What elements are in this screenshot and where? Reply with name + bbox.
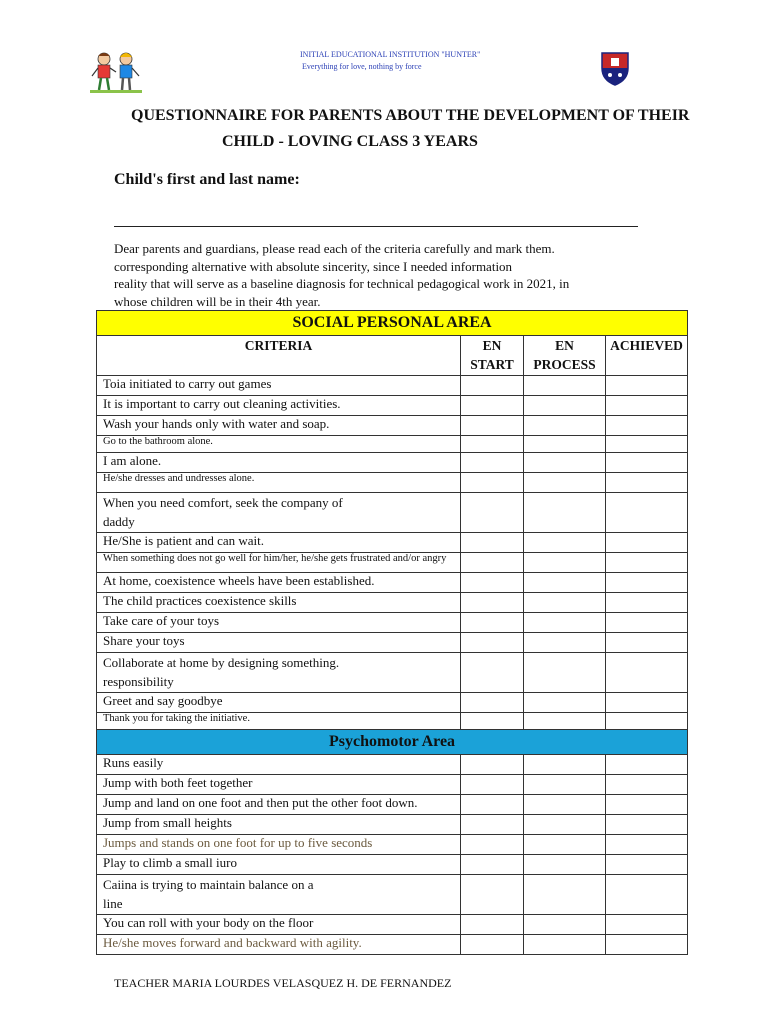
table-row bbox=[97, 416, 688, 436]
achieved-checkbox-cell[interactable] bbox=[606, 553, 688, 573]
page-title-line-2: CHILD - LOVING CLASS 3 YEARS bbox=[222, 133, 478, 150]
process-checkbox-cell[interactable] bbox=[524, 376, 606, 396]
table-row bbox=[97, 573, 688, 593]
child-name-label: Child's first and last name: bbox=[114, 171, 300, 188]
process-checkbox-cell[interactable] bbox=[524, 553, 606, 573]
achieved-checkbox-cell[interactable] bbox=[606, 473, 688, 493]
start-checkbox-cell[interactable] bbox=[461, 436, 524, 453]
criterion-label: Share your toys bbox=[97, 633, 461, 653]
achieved-checkbox-cell[interactable] bbox=[606, 875, 688, 915]
table-row bbox=[97, 915, 688, 935]
achieved-checkbox-cell[interactable] bbox=[606, 815, 688, 835]
criterion-label: Take care of your toys bbox=[97, 613, 461, 633]
table-row bbox=[97, 436, 688, 453]
start-checkbox-cell[interactable] bbox=[461, 935, 524, 955]
school-motto: Everything for love, nothing by force bbox=[302, 62, 422, 71]
start-header: EN START bbox=[461, 336, 524, 376]
process-checkbox-cell[interactable] bbox=[524, 795, 606, 815]
process-checkbox-cell[interactable] bbox=[524, 593, 606, 613]
criterion-label: Go to the bathroom alone. bbox=[97, 436, 461, 453]
start-checkbox-cell[interactable] bbox=[461, 835, 524, 855]
table-row bbox=[97, 755, 688, 775]
criterion-label: When something does not go well for him/her, he/she gets frustrated and/or angry bbox=[97, 553, 461, 573]
table-row bbox=[97, 396, 688, 416]
start-checkbox-cell[interactable] bbox=[461, 795, 524, 815]
criterion-label: It is important to carry out cleaning activities. bbox=[97, 396, 461, 416]
process-checkbox-cell[interactable] bbox=[524, 633, 606, 653]
school-name: INITIAL EDUCATIONAL INSTITUTION "HUNTER" bbox=[300, 50, 481, 59]
process-checkbox-cell[interactable] bbox=[524, 755, 606, 775]
start-checkbox-cell[interactable] bbox=[461, 653, 524, 693]
process-checkbox-cell[interactable] bbox=[524, 835, 606, 855]
achieved-checkbox-cell[interactable] bbox=[606, 416, 688, 436]
process-checkbox-cell[interactable] bbox=[524, 935, 606, 955]
start-checkbox-cell[interactable] bbox=[461, 493, 524, 533]
criterion-label: Toia initiated to carry out games bbox=[97, 376, 461, 396]
table-row bbox=[97, 875, 688, 915]
start-checkbox-cell[interactable] bbox=[461, 755, 524, 775]
section-header-social bbox=[97, 311, 688, 336]
criterion-label: He/she dresses and undresses alone. bbox=[97, 473, 461, 493]
intro-paragraph bbox=[114, 240, 624, 310]
achieved-checkbox-cell[interactable] bbox=[606, 453, 688, 473]
start-checkbox-cell[interactable] bbox=[461, 693, 524, 713]
criterion-label: Runs easily bbox=[97, 755, 461, 775]
achieved-checkbox-cell[interactable] bbox=[606, 713, 688, 730]
process-checkbox-cell[interactable] bbox=[524, 493, 606, 533]
process-checkbox-cell[interactable] bbox=[524, 875, 606, 915]
achieved-checkbox-cell[interactable] bbox=[606, 693, 688, 713]
table-row bbox=[97, 693, 688, 713]
achieved-checkbox-cell[interactable] bbox=[606, 436, 688, 453]
table-row bbox=[97, 553, 688, 573]
start-checkbox-cell[interactable] bbox=[461, 713, 524, 730]
criterion-label: Greet and say goodbye bbox=[97, 693, 461, 713]
criterion-label: At home, coexistence wheels have been established. bbox=[97, 573, 461, 593]
achieved-checkbox-cell[interactable] bbox=[606, 855, 688, 875]
achieved-header: ACHIEVED bbox=[606, 336, 688, 376]
criterion-label: He/she moves forward and backward with agility. bbox=[97, 935, 461, 955]
teacher-name-footer: TEACHER MARIA LOURDES VELASQUEZ H. DE FERNANDEZ bbox=[114, 976, 452, 990]
start-checkbox-cell[interactable] bbox=[461, 915, 524, 935]
process-checkbox-cell[interactable] bbox=[524, 436, 606, 453]
start-checkbox-cell[interactable] bbox=[461, 613, 524, 633]
table-row bbox=[97, 795, 688, 815]
achieved-checkbox-cell[interactable] bbox=[606, 653, 688, 693]
intro-line: whose children will be in their 4th year. bbox=[114, 293, 321, 309]
start-checkbox-cell[interactable] bbox=[461, 473, 524, 493]
process-checkbox-cell[interactable] bbox=[524, 453, 606, 473]
table-row bbox=[97, 593, 688, 613]
achieved-checkbox-cell[interactable] bbox=[606, 396, 688, 416]
start-checkbox-cell[interactable] bbox=[461, 815, 524, 835]
table-row bbox=[97, 376, 688, 396]
achieved-checkbox-cell[interactable] bbox=[606, 795, 688, 815]
criterion-label: When you need comfort, seek the company of daddy bbox=[97, 493, 461, 533]
achieved-checkbox-cell[interactable] bbox=[606, 613, 688, 633]
start-checkbox-cell[interactable] bbox=[461, 533, 524, 553]
achieved-checkbox-cell[interactable] bbox=[606, 633, 688, 653]
psychomotor-area-title: Psychomotor Area bbox=[97, 730, 688, 755]
school-crest-icon bbox=[600, 50, 630, 86]
intro-line: corresponding alternative with absolute sincerity, since I needed information bbox=[114, 258, 513, 274]
table-row bbox=[97, 935, 688, 955]
achieved-checkbox-cell[interactable] bbox=[606, 755, 688, 775]
start-checkbox-cell[interactable] bbox=[461, 875, 524, 915]
start-checkbox-cell[interactable] bbox=[461, 775, 524, 795]
process-header: EN PROCESS bbox=[524, 336, 606, 376]
criteria-table bbox=[96, 310, 688, 955]
achieved-checkbox-cell[interactable] bbox=[606, 835, 688, 855]
start-checkbox-cell[interactable] bbox=[461, 396, 524, 416]
criterion-label: Thank you for taking the initiative. bbox=[97, 713, 461, 730]
table-row bbox=[97, 493, 688, 533]
table-row bbox=[97, 713, 688, 730]
table-row bbox=[97, 775, 688, 795]
criterion-label: Play to climb a small iuro bbox=[97, 855, 461, 875]
achieved-checkbox-cell[interactable] bbox=[606, 573, 688, 593]
start-checkbox-cell[interactable] bbox=[461, 553, 524, 573]
process-checkbox-cell[interactable] bbox=[524, 613, 606, 633]
criterion-label: He/She is patient and can wait. bbox=[97, 533, 461, 553]
process-checkbox-cell[interactable] bbox=[524, 815, 606, 835]
criterion-label: The child practices coexistence skills bbox=[97, 593, 461, 613]
process-checkbox-cell[interactable] bbox=[524, 713, 606, 730]
achieved-checkbox-cell[interactable] bbox=[606, 915, 688, 935]
section-header-psychomotor bbox=[97, 730, 688, 755]
process-checkbox-cell[interactable] bbox=[524, 855, 606, 875]
achieved-checkbox-cell[interactable] bbox=[606, 533, 688, 553]
criterion-label: Jump and land on one foot and then put the other foot down. bbox=[97, 795, 461, 815]
child-name-field[interactable] bbox=[114, 226, 638, 227]
achieved-checkbox-cell[interactable] bbox=[606, 493, 688, 533]
start-checkbox-cell[interactable] bbox=[461, 416, 524, 436]
criterion-label: Collaborate at home by designing something. responsibility bbox=[97, 653, 461, 693]
start-checkbox-cell[interactable] bbox=[461, 453, 524, 473]
criterion-label: Caiina is trying to maintain balance on a line bbox=[97, 875, 461, 915]
start-checkbox-cell[interactable] bbox=[461, 633, 524, 653]
process-checkbox-cell[interactable] bbox=[524, 533, 606, 553]
process-checkbox-cell[interactable] bbox=[524, 775, 606, 795]
table-row bbox=[97, 613, 688, 633]
achieved-checkbox-cell[interactable] bbox=[606, 935, 688, 955]
process-checkbox-cell[interactable] bbox=[524, 653, 606, 693]
table-row bbox=[97, 815, 688, 835]
start-checkbox-cell[interactable] bbox=[461, 855, 524, 875]
achieved-checkbox-cell[interactable] bbox=[606, 775, 688, 795]
process-checkbox-cell[interactable] bbox=[524, 915, 606, 935]
achieved-checkbox-cell[interactable] bbox=[606, 593, 688, 613]
process-checkbox-cell[interactable] bbox=[524, 693, 606, 713]
criteria-header: CRITERIA bbox=[97, 336, 461, 376]
start-checkbox-cell[interactable] bbox=[461, 573, 524, 593]
process-checkbox-cell[interactable] bbox=[524, 416, 606, 436]
table-row bbox=[97, 453, 688, 473]
intro-line: reality that will serve as a baseline diagnosis for technical pedagogical work in 2021, in bbox=[114, 276, 570, 291]
process-checkbox-cell[interactable] bbox=[524, 573, 606, 593]
criterion-label: You can roll with your body on the floor bbox=[97, 915, 461, 935]
criterion-label: Wash your hands only with water and soap. bbox=[97, 416, 461, 436]
process-checkbox-cell[interactable] bbox=[524, 473, 606, 493]
table-row bbox=[97, 473, 688, 493]
table-row bbox=[97, 835, 688, 855]
start-checkbox-cell[interactable] bbox=[461, 376, 524, 396]
table-row bbox=[97, 653, 688, 693]
table-row bbox=[97, 533, 688, 553]
children-logo bbox=[88, 50, 144, 94]
table-row bbox=[97, 633, 688, 653]
start-checkbox-cell[interactable] bbox=[461, 593, 524, 613]
criterion-label: Jumps and stands on one foot for up to five seconds bbox=[97, 835, 461, 855]
achieved-checkbox-cell[interactable] bbox=[606, 376, 688, 396]
table-row bbox=[97, 855, 688, 875]
intro-line: Dear parents and guardians, please read each of the criteria carefully and mark them. bbox=[114, 241, 555, 256]
process-checkbox-cell[interactable] bbox=[524, 396, 606, 416]
table-header-row bbox=[97, 336, 688, 376]
page-title-line-1: QUESTIONNAIRE FOR PARENTS ABOUT THE DEVELOPMENT OF THEIR bbox=[131, 107, 690, 124]
social-area-title: SOCIAL PERSONAL AREA bbox=[97, 311, 688, 336]
criterion-label: Jump with both feet together bbox=[97, 775, 461, 795]
criterion-label: I am alone. bbox=[97, 453, 461, 473]
criterion-label: Jump from small heights bbox=[97, 815, 461, 835]
